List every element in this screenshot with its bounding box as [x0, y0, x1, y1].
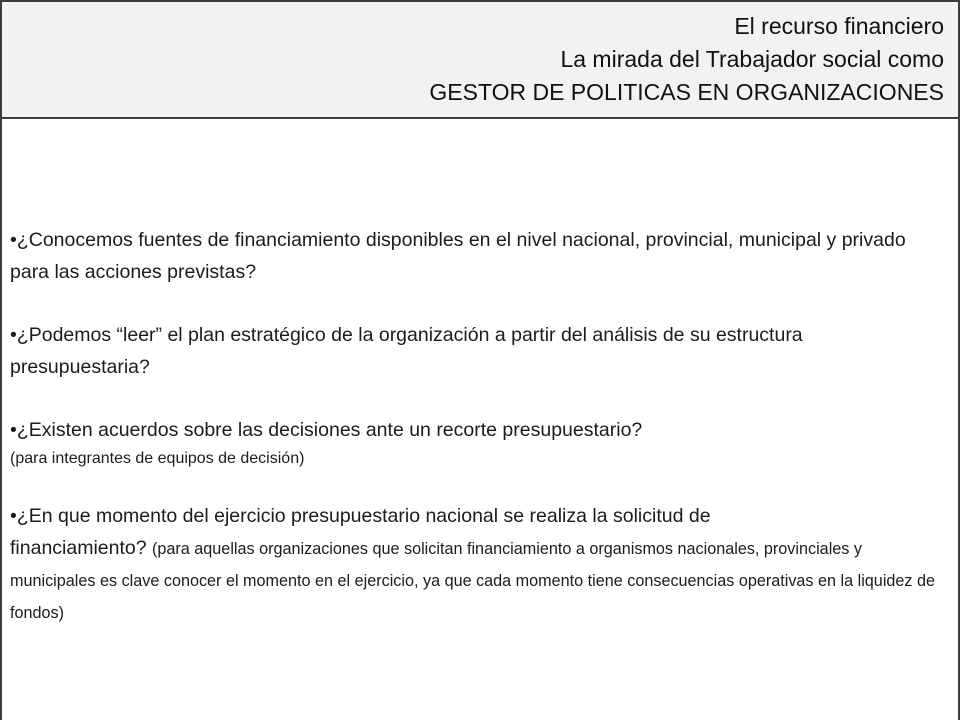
header-title-line-3: GESTOR DE POLITICAS EN ORGANIZACIONES	[429, 79, 944, 105]
bullet-budget-cut-text: •¿Existen acuerdos sobre las decisiones ante un recorte presupuestario?	[10, 419, 643, 441]
bullet-request-timing-note: (para aquellas organizaciones que solicitan financiamiento a organismos nacionales, provinciales y municipales es clave conocer el momento en el ejercicio, ya que cada momento tiene consecuencias operativas en la liquidez de fondos)	[10, 540, 936, 622]
bullet-request-timing	[10, 500, 942, 628]
slide-header	[2, 2, 958, 119]
bullet-budget-cut-agreements	[10, 414, 942, 446]
spacer	[10, 288, 942, 319]
bullet-request-timing-text: •¿En que momento del ejercicio presupuestario nacional se realiza la solicitud de	[10, 505, 711, 527]
bullet-financing-sources: •¿Conocemos fuentes de financiamiento disponibles en el nivel nacional, provincial, municipal y privado para las acciones previstas?	[10, 229, 906, 283]
slide-body	[10, 224, 942, 628]
header-title-line-1: El recurso financiero	[734, 13, 944, 39]
bullet-request-timing-text-2: financiamiento?	[10, 537, 147, 559]
spacer	[10, 472, 942, 500]
bullet-strategic-plan: •¿Podemos “leer” el plan estratégico de la organización a partir del análisis de su estructura presupuestaria?	[10, 324, 803, 378]
header-title-line-2: La mirada del Trabajador social como	[560, 46, 944, 72]
spacer	[10, 383, 942, 414]
bullet-budget-cut-note: (para integrantes de equipos de decisión)	[10, 450, 305, 467]
